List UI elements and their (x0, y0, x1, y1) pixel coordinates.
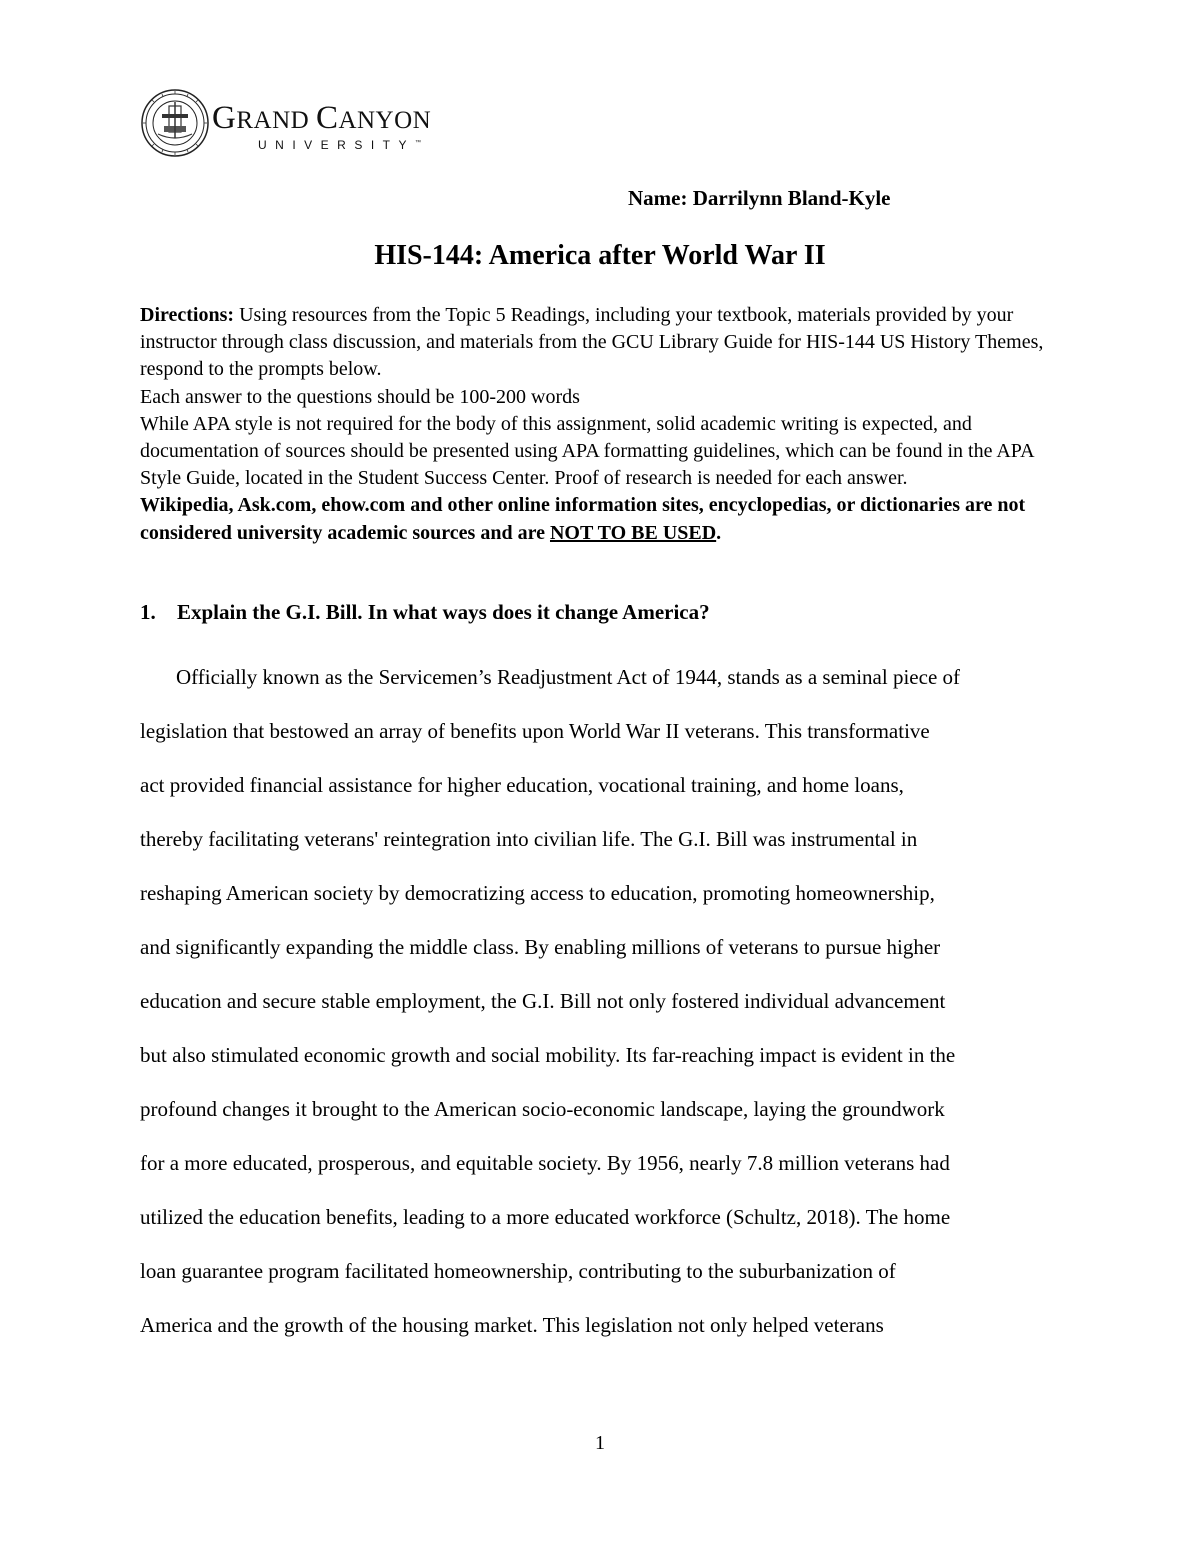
answer-line: loan guarantee program facilitated homeownership, contributing to the suburbanization of (140, 1259, 896, 1283)
question-text: Explain the G.I. Bill. In what ways does it change America? (177, 600, 710, 624)
answer-line: act provided financial assistance for higher education, vocational training, and home loans, (140, 773, 904, 797)
student-name: Name: Darrilynn Bland-Kyle (628, 186, 891, 210)
answer-line: reshaping American society by democratizing access to education, promoting homeownership, (140, 881, 935, 905)
answer-1 (140, 650, 1060, 1352)
logo-wordmark (212, 102, 431, 135)
answer-line: and significantly expanding the middle class. By enabling millions of veterans to pursue higher (140, 935, 941, 959)
word-count-requirement: Each answer to the questions should be 100-200 words (140, 385, 580, 408)
directions-block (140, 302, 1060, 547)
page-number: 1 (595, 1432, 605, 1454)
university-seal-icon (140, 88, 210, 158)
sources-warning-text: Wikipedia, Ask.com, ehow.com and other online information sites, encyclopedias, or dictionaries are not considered university academic sources and are (140, 494, 1026, 544)
sources-warning-emphasis: NOT TO BE USED (549, 521, 717, 544)
university-logo (140, 88, 460, 160)
sources-warning (140, 492, 1060, 546)
answer-line: for a more educated, prosperous, and equitable society. By 1956, nearly 7.8 million veterans had (140, 1151, 950, 1175)
question-number: 1. (140, 600, 156, 624)
answer-line: legislation that bestowed an array of benefits upon World War II veterans. This transformative (140, 719, 930, 743)
document-title-text: HIS-144: America after World War II (374, 240, 826, 271)
logo-letter: G (212, 100, 237, 136)
answer-line: Officially known as the Servicemen’s Readjustment Act of 1944, stands as a seminal piece of (176, 665, 961, 689)
answer-line: education and secure stable employment, the G.I. Bill not only fostered individual advancement (140, 989, 946, 1013)
trademark-mark: ™ (415, 140, 422, 146)
answer-line: profound changes it brought to the American socio-economic landscape, laying the groundwork (140, 1097, 945, 1121)
logo-subline (258, 138, 421, 152)
directions-paragraph (140, 302, 1060, 384)
document-title (0, 240, 1200, 272)
answer-line: America and the growth of the housing market. This legislation not only helped veterans (140, 1313, 884, 1337)
directions-label: Directions: (140, 304, 235, 326)
apa-requirement: While APA style is not required for the body of this assignment, solid academic writing is expected, and documentation of sources should be presented using APA formatting guidelines, which can be found in the APA Style Guide, located in the Student Success Center. Proof of research is needed for each answer. (140, 412, 1034, 490)
answer-line: utilized the education benefits, leading to a more educated workforce (Schultz, 2018). The home (140, 1205, 951, 1229)
answer-line: but also stimulated economic growth and social mobility. Its far-reaching impact is evident in the (140, 1043, 956, 1067)
logo-letters: ANYON (338, 107, 432, 134)
logo-letter: C (315, 100, 339, 136)
logo-letters: RAND (236, 107, 316, 134)
directions-text: Using resources from the Topic 5 Readings, including your textbook, materials provided by your instructor through class discussion, and materials from the GCU Library Guide for HIS-144 US History Themes, respond to the prompts below. (140, 304, 1044, 381)
answer-line: thereby facilitating veterans' reintegration into civilian life. The G.I. Bill was instrumental in (140, 827, 918, 851)
sources-warning-end: . (716, 521, 722, 544)
question-1 (140, 600, 710, 625)
logo-subline-text: UNIVERSITY (258, 138, 416, 152)
